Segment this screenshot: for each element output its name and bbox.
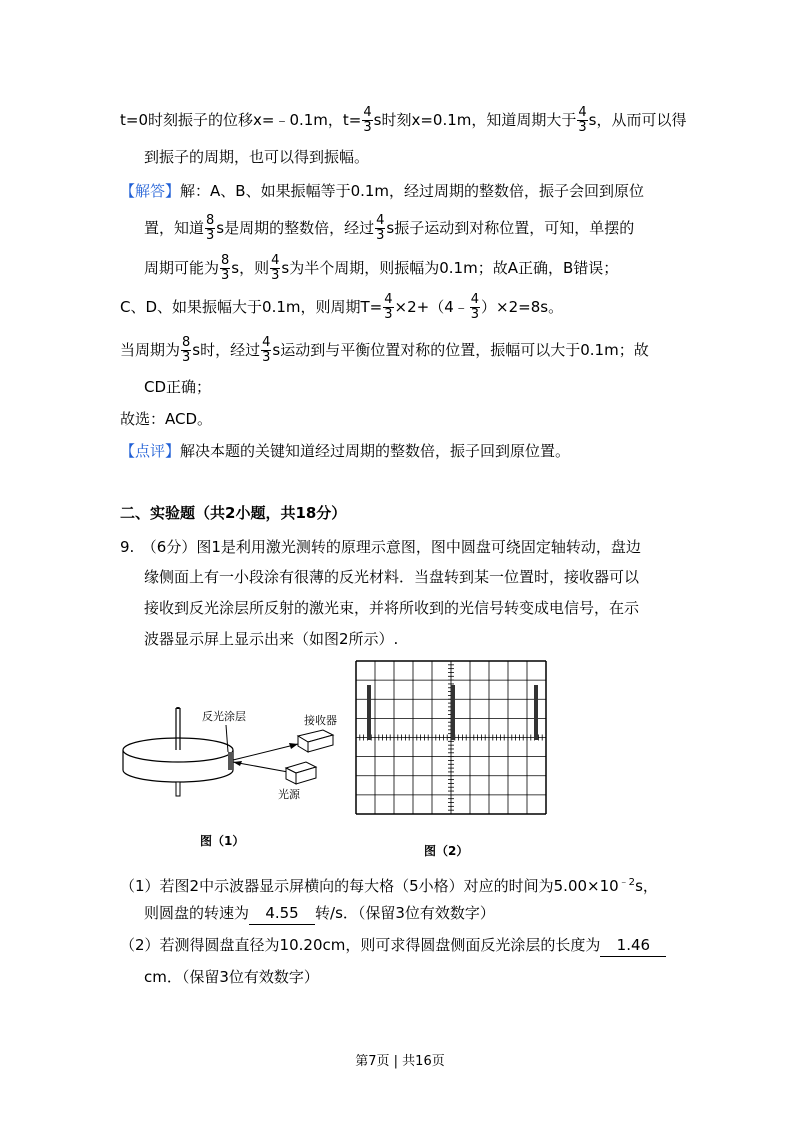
disk-top: [123, 738, 233, 762]
text-line: 周期可能为 $\frac{8}{3}$ s，则 $\frac{4}{3}$ s为半个周期，则振幅为0.1m；故A正确，B错误；: [144, 253, 619, 283]
text-line: t=0时刻振子的位移x=﹣0.1m，t= $\frac{4}{3}$ s时刻x=0.1m，知道周期大于 $\frac{4}{3}$ s，从而可以得: [120, 105, 687, 135]
label-coating: 反光涂层: [202, 710, 246, 723]
question-line: 缘侧面上有一小段涂有很薄的反光材料．当盘转到某一位置时，接收器可以: [144, 568, 640, 586]
fraction: $\frac{8}{3}$: [221, 253, 230, 283]
reflected-beam: [233, 744, 298, 760]
question-line: 波器显示屏上显示出来（如图2所示）.: [144, 630, 399, 648]
text-line: CD正确；: [144, 378, 212, 396]
fraction: $\frac{8}{3}$: [206, 213, 215, 243]
fraction: $\frac{4}{3}$: [271, 253, 280, 283]
subquestion-2-unit-line: cm．（保留3位有效数字）: [144, 968, 319, 986]
text-line: 【点评】解决本题的关键知道经过周期的整数倍，振子回到原位置。: [120, 442, 571, 460]
answer-tag: 【解答】: [120, 182, 181, 200]
subquestion-2: （2）若测得圆盘直径为10.20cm，则可求得圆盘侧面反光涂层的长度为 1.46: [120, 934, 666, 957]
fraction: $\frac{4}{3}$: [578, 105, 587, 135]
text-line: 当周期为 $\frac{8}{3}$ s时，经过 $\frac{4}{3}$ s运动到与平衡位置对称的位置，振幅可以大于0.1m；故: [120, 335, 649, 365]
section-heading: 二、实验题（共2小题，共18分）: [120, 504, 347, 522]
beam-arrow: [289, 743, 298, 749]
label-receiver: 接收器: [304, 714, 337, 727]
pulse-1: [367, 685, 371, 740]
incident-beam: [233, 762, 288, 772]
reflective-coating: [228, 752, 233, 770]
subquestion-1: （1）若图2中示波器显示屏横向的每大格（5小格）对应的时间为$5.00\times 10^{﹣2}s$，: [120, 877, 658, 895]
fraction: $\frac{8}{3}$: [182, 335, 191, 365]
figure-1-caption: 图（1）: [200, 834, 245, 848]
label-source: 光源: [278, 788, 300, 801]
fraction: $\frac{4}{3}$: [376, 213, 385, 243]
figure-2-oscilloscope-screen: [355, 660, 547, 815]
question-line: 接收到反光涂层所反射的激光束，并将所收到的光信号转变成电信号，在示: [144, 599, 640, 617]
question-line: 9. （6分）图1是利用激光测转的原理示意图，图中圆盘可绕固定轴转动，盘边: [120, 538, 641, 556]
fraction: $\frac{4}{3}$: [384, 292, 393, 322]
fraction: $\frac{4}{3}$: [470, 292, 480, 322]
pulse-3: [534, 685, 538, 740]
figure-1-disk-diagram: [118, 700, 348, 810]
text-line: 故选：ACD。: [120, 410, 213, 428]
axis-cap: [176, 707, 180, 709]
answer-blank-2: 1.46: [600, 934, 666, 957]
text-line: C、D、如果振幅大于0.1m，则周期T= $\frac{4}{3}$ ×2+（4﹣ $\frac{4}{3}$ ）×2=8s。: [120, 292, 564, 322]
fraction: $\frac{4}{3}$: [262, 335, 271, 365]
text-line: 置，知道 $\frac{8}{3}$ s是周期的整数倍，经过 $\frac{4}{3}$ s振子运动到对称位置，可知，单摆的: [144, 213, 635, 243]
page-footer: 第7页 | 共16页: [355, 1054, 445, 1069]
text-line: 【解答】解：A、B、如果振幅等于0.1m，经过周期的整数倍，振子会回到原位: [120, 182, 645, 200]
axis-bottom: [176, 782, 180, 796]
subquestion-1-answer-line: 则圆盘的转速为 4.55 转/s．（保留3位有效数字）: [144, 902, 495, 925]
answer-blank-1: 4.55: [249, 902, 315, 925]
text-line: 到振子的周期，也可以得到振幅。: [144, 148, 370, 166]
pulse-2: [451, 685, 455, 740]
fraction: $\frac{4}{3}$: [363, 105, 372, 135]
figure-2-caption: 图（2）: [424, 844, 469, 858]
comment-tag: 【点评】: [120, 442, 181, 460]
